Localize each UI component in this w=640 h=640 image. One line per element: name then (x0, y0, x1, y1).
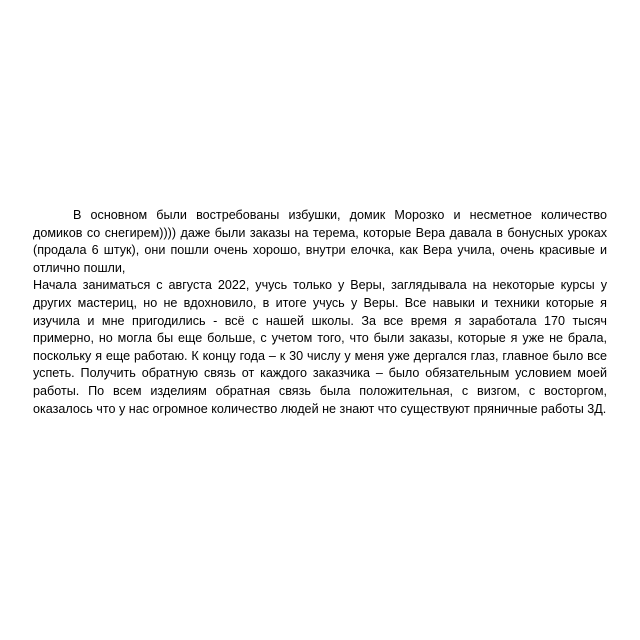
paragraph-1: В основном были востребованы избушки, домик Морозко и несметное количество домиков со снегирем)))) даже были заказы на терема, которые Вера давала в бонусных уроках (продала 6 штук), они пошли очень хорошо, внутри елочка, как Вера учила, очень красивые и отлично пошли, (33, 208, 607, 275)
document-text (33, 207, 607, 418)
paragraph-2: Начала заниматься с августа 2022, учусь только у Веры, заглядывала на некоторые курсы у других мастериц, но не вдохновило, в итоге учусь у Веры. Все навыки и техники которые я изучила и мне пригодились - всё с нашей школы. За все время я заработала 170 тысяч примерно, но могла бы еще больше, с учетом того, что были заказы, которые я уже не брала, поскольку я еще работаю. К концу года – к 30 числу у меня уже дергался глаз, главное было все успеть. Получить обратную связь от каждого заказчика – было обязательным условием моей работы. По всем изделиям обратная связь была положительная, с визгом, с восторгом, оказалось что у нас огромное количество людей не знают что существуют пряничные работы 3Д. (33, 278, 607, 416)
